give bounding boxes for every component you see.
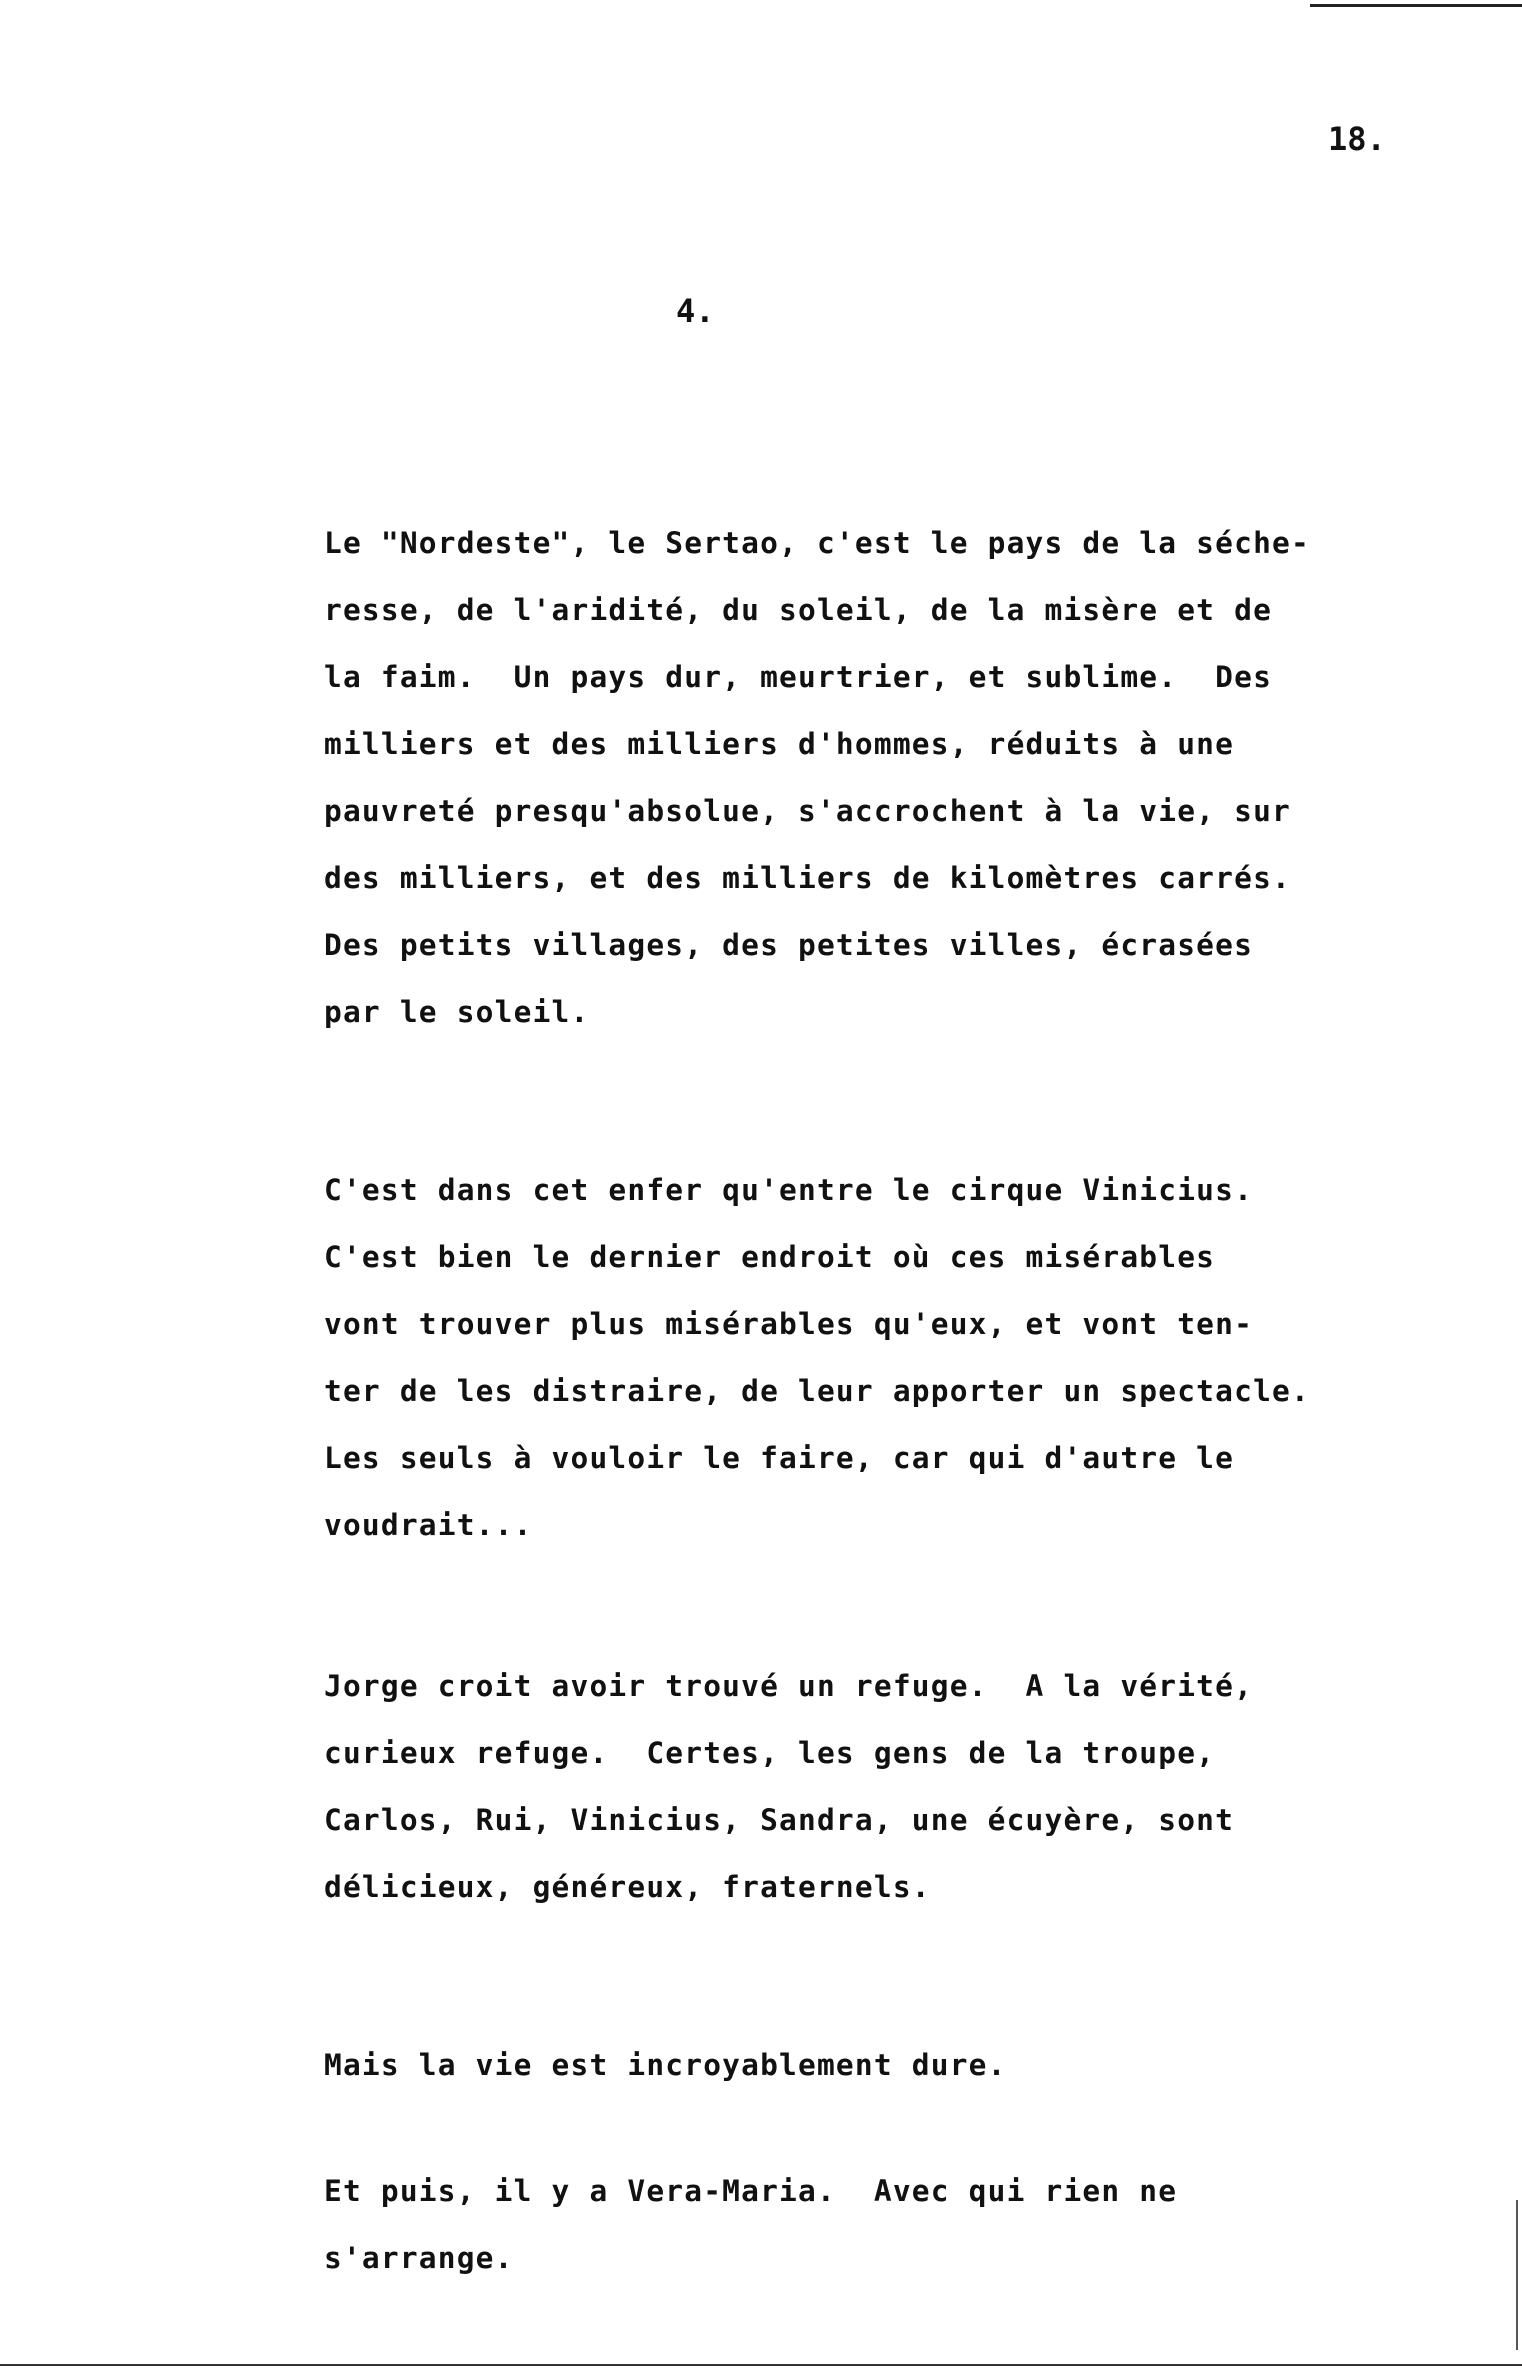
text-line: la faim. Un pays dur, meurtrier, et sublime. Des: [324, 660, 1273, 694]
text-line: resse, de l'aridité, du soleil, de la misère et de: [324, 593, 1273, 627]
text-line: par le soleil.: [324, 995, 590, 1029]
text-line: Le "Nordeste", le Sertao, c'est le pays de la séche-: [324, 526, 1310, 560]
text-line: C'est bien le dernier endroit où ces misérables: [324, 1240, 1216, 1274]
text-line: C'est dans cet enfer qu'entre le cirque Vinicius.: [324, 1173, 1254, 1207]
scan-edge-top: [1310, 4, 1522, 7]
page-number: 18.: [1328, 120, 1386, 158]
text-line: milliers et des milliers d'hommes, réduits à une: [324, 727, 1235, 761]
text-line: ter de les distraire, de leur apporter un spectacle.: [324, 1374, 1310, 1408]
scan-edge-right: [1516, 2200, 1518, 2350]
paragraph-3: [324, 1653, 1404, 1921]
paragraph-5: [324, 2158, 1404, 2292]
section-number: 4.: [676, 292, 715, 330]
scan-edge-bottom: [0, 2364, 1522, 2366]
text-line: Carlos, Rui, Vinicius, Sandra, une écuyère, sont: [324, 1803, 1235, 1837]
text-line: voudrait...: [324, 1508, 533, 1542]
text-line: pauvreté presqu'absolue, s'accrochent à la vie, sur: [324, 794, 1291, 828]
text-line: Les seuls à vouloir le faire, car qui d'autre le: [324, 1441, 1235, 1475]
paragraph-1: [324, 510, 1404, 1046]
text-line: Jorge croit avoir trouvé un refuge. A la vérité,: [324, 1669, 1254, 1703]
paragraph-4: [324, 2032, 1404, 2099]
text-line: curieux refuge. Certes, les gens de la troupe,: [324, 1736, 1216, 1770]
text-line: des milliers, et des milliers de kilomètres carrés.: [324, 861, 1291, 895]
text-line: Et puis, il y a Vera-Maria. Avec qui rien ne: [324, 2174, 1178, 2208]
text-line: s'arrange.: [324, 2241, 514, 2275]
text-line: délicieux, généreux, fraternels.: [324, 1870, 931, 1904]
paragraph-2: [324, 1157, 1404, 1559]
text-line: Des petits villages, des petites villes, écrasées: [324, 928, 1254, 962]
text-line: Mais la vie est incroyablement dure.: [324, 2048, 1007, 2082]
text-line: vont trouver plus misérables qu'eux, et vont ten-: [324, 1307, 1254, 1341]
